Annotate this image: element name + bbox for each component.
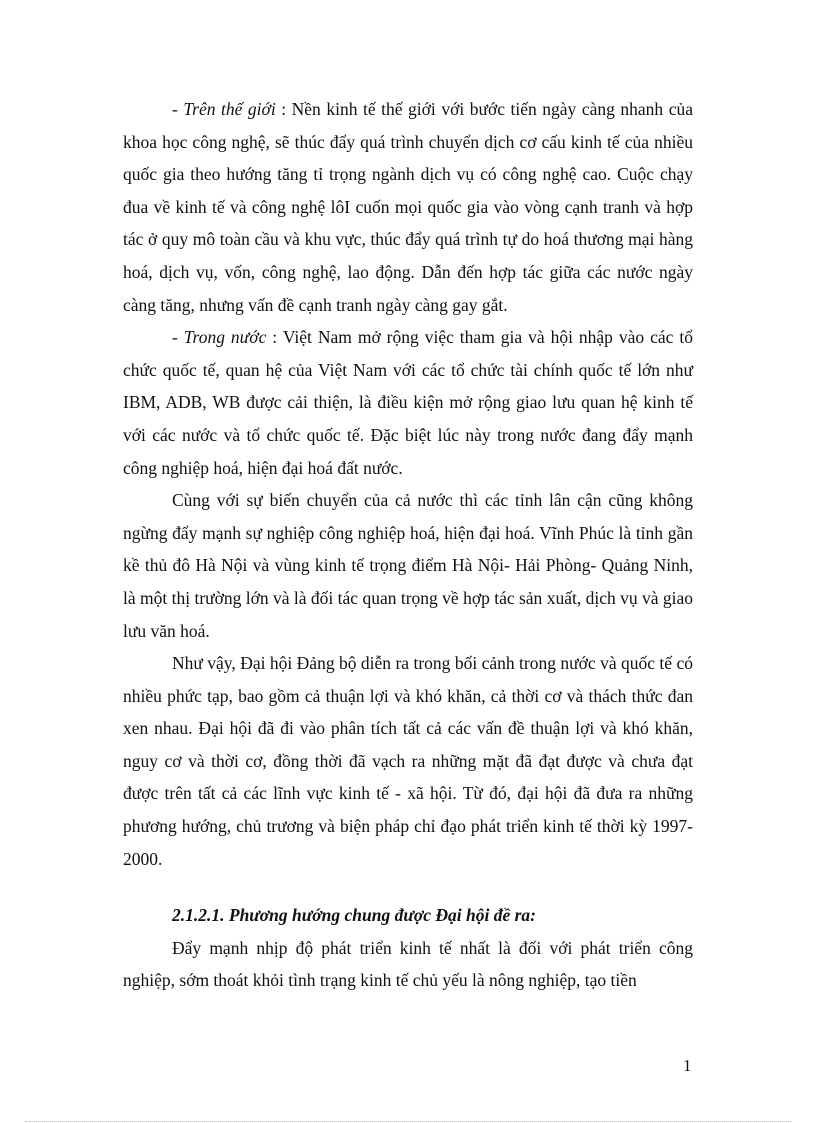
section-heading: 2.1.2.1. Phương hướng chung được Đại hội đề ra: [172, 905, 536, 926]
document-body [123, 93, 693, 997]
page-number: 1 [683, 1056, 692, 1075]
page-footer-divider [25, 1121, 791, 1122]
paragraph-regional-context: Cùng với sự biến chuyển của cả nước thì các tỉnh lân cận cũng không ngừng đẩy mạnh sự nghiệp công nghiệp hoá, hiện đại hoá. Vĩnh Phúc là tỉnh gần kề thủ đô Hà Nội và vùng kinh tế trọng điểm Hà Nội- Hải Phòng- Quảng Ninh, là một thị trường lớn và là đối tác quan trọng về hợp tác sản xuất, dịch vụ và giao lưu văn hoá. [123, 490, 693, 641]
paragraph-lead-world: - Trên thế giới [172, 99, 276, 119]
paragraph-text-domestic: : Việt Nam mở rộng việc tham gia và hội nhập vào các tổ chức quốc tế, quan hệ của Việt Nam với các tổ chức tài chính quốc tế lớn như IBM, ADB, WB được cải thiện, là điều kiện mở rộng giao lưu quan hệ kinh tế với các nước và tổ chức quốc tế. Đặc biệt lúc này trong nước đang đẩy mạnh công nghiệp hoá, hiện đại hoá đất nước. [123, 327, 693, 478]
paragraph-general-direction: Đẩy mạnh nhịp độ phát triển kinh tế nhất là đối với phát triển công nghiệp, sớm thoát khỏi tình trạng kinh tế chủ yếu là nông nghiệp, tạo tiền [123, 937, 693, 991]
paragraph-congress-summary: Như vậy, Đại hội Đảng bộ diễn ra trong bối cảnh trong nước và quốc tế có nhiều phức tạp, bao gồm cả thuận lợi và khó khăn, cả thời cơ và thách thức đan xen nhau. Đại hội đã đi vào phân tích tất cả các vấn đề thuận lợi và khó khăn, nguy cơ và thời cơ, đồng thời đã vạch ra những mặt đã đạt được và chưa đạt được trên tất cả các lĩnh vực kinh tế - xã hội. Từ đó, đại hội đã đưa ra những phương hướng, chủ trương và biện pháp chỉ đạo phát triển kinh tế thời kỳ 1997-2000. [123, 653, 693, 869]
paragraph-lead-domestic: - Trong nước [172, 327, 267, 348]
paragraph-text-world: : Nền kinh tế thế giới với bước tiến ngày càng nhanh của khoa học công nghệ, sẽ thúc đẩy quá trình chuyển dịch cơ cấu kinh tế của nhiều quốc gia theo hướng tăng tỉ trọng ngành dịch vụ có công nghệ cao. Cuộc chạy đua về kinh tế và công nghệ lôI cuốn mọi quốc gia vào vòng cạnh tranh và hợp tác ở quy mô toàn cầu và khu vực, thúc đẩy quá trình tự do hoá thương mại hàng hoá, dịch vụ, vốn, công nghệ, lao động. Dẫn đến hợp tác giữa các nước ngày càng tăng, nhưng vấn đề cạnh tranh ngày càng gay gắt. [123, 99, 693, 315]
paragraph-world-context [123, 93, 693, 321]
paragraph-domestic-context [123, 321, 693, 484]
